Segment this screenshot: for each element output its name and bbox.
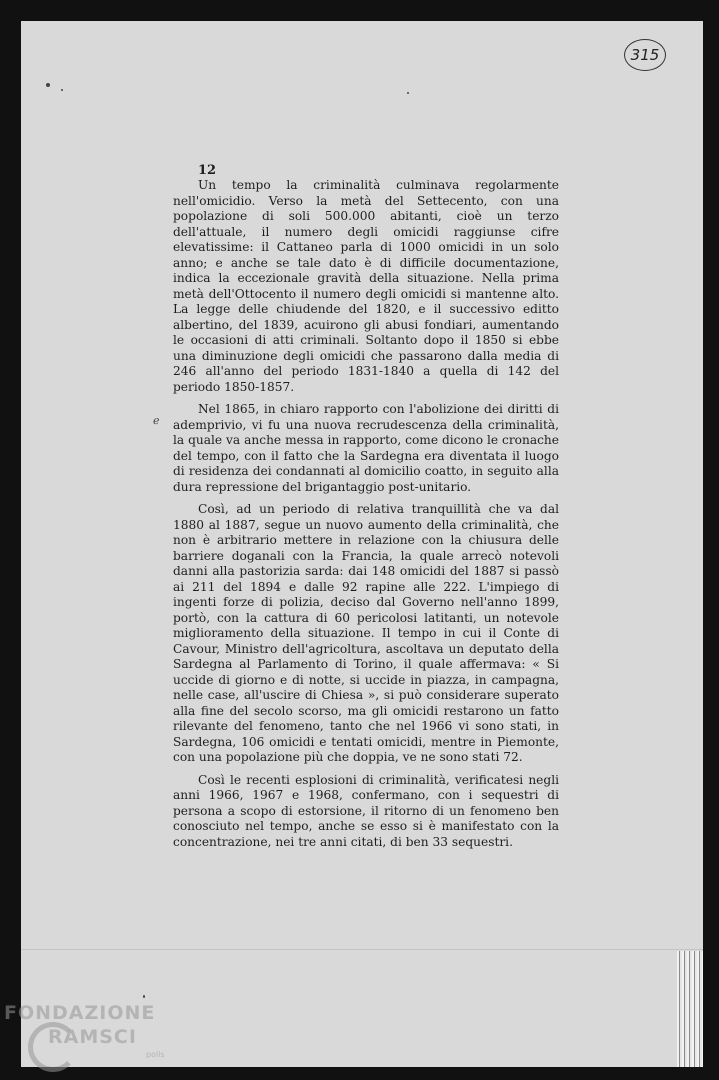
paragraph: Nel 1865, in chiaro rapporto con l'abolizione dei diritti di ademprivio, vi fu una nuova recrudescenza della criminalità, la quale va anche messa in rapporto, come dicono le cronache del tempo, con il fatto che la Sardegna era diventata il luogo di residenza dei condannati al domicilio coatto, in seguito alla dura repressione del brigantaggio post-unitario. — [173, 402, 559, 494]
watermark-line-2: RAMSCI — [48, 1026, 137, 1048]
section-number: 12 — [198, 163, 217, 178]
scan-speck — [61, 89, 63, 91]
scan-fold-line — [21, 949, 703, 950]
scan-edge-strip — [677, 951, 703, 1067]
margin-mark: ℯ — [153, 414, 160, 427]
watermark-line-1: FONDAZIONE — [4, 1002, 156, 1024]
paragraph: Così, ad un periodo di relativa tranquillità che va dal 1880 al 1887, segue un nuovo aumento della criminalità, che non è arbitrario mettere in relazione con la chiusura delle barriere doganali con la Francia, la quale arrecò notevoli danni alla pastorizia sarda: dai 148 omicidi del 1887 si passò ai 211 del 1894 e dalle 92 rapine alle 222. L'impiego di ingenti forze di polizia, deciso dal Governo nell'anno 1899, portò, con la cattura di 60 pericolosi latitanti, un notevole miglioramento della situazione. Il tempo in cui il Conte di Cavour, Ministro dell'agricoltura, ascoltava un deputato della Sardegna al Parlamento di Torino, il quale affermava: « Si uccide di giorno e di notte, si uccide in piazza, in campagna, nelle case, all'uscire di Chiesa », si può considerare superato alla fine del secolo scorso, ma gli omicidi restarono un fatto rilevante del fenomeno, tanto che nel 1966 vi sono stati, in Sardegna, 106 omicidi e tentati omicidi, mentre in Piemonte, con una popolazione più che doppia, ve ne sono stati 72. — [173, 502, 559, 764]
paragraph: Un tempo la criminalità culminava regolarmente nell'omicidio. Verso la metà del Settecento, con una popolazione di soli 500.000 abitanti, cioè un terzo dell'attuale, il numero degli omicidi raggiunse cifre elevatissime: il Cattaneo parla di 1000 omicidi in un solo anno; e anche se tale dato è di difficile documentazione, indica la eccezionale gravità della situazione. Nella prima metà dell'Ottocento il numero degli omicidi si mantenne alto. La legge delle chiudende del 1820, e il successivo editto albertino, del 1839, acuirono gli abusi fondiari, aumentando le occasioni di atti criminali. Soltanto dopo il 1850 si ebbe una diminuzione degli omicidi che passarono dalla media di 246 all'anno del periodo 1831-1840 a quella di 142 del periodo 1850-1857. — [173, 178, 559, 394]
scanned-page — [21, 21, 703, 1067]
document-body — [173, 164, 559, 857]
paragraph: Così le recenti esplosioni di criminalità, verificatesi negli anni 1966, 1967 e 1968, confermano, con i sequestri di persona a scopo di estorsione, il ritorno di un fenomeno ben conosciuto nel tempo, anche se esso si è manifestato con la concentrazione, nei tre anni citati, di ben 33 sequestri. — [173, 772, 559, 849]
archive-watermark — [4, 1000, 179, 1080]
watermark-subtext: polis — [146, 1050, 165, 1059]
scan-speck — [143, 995, 145, 998]
handwritten-page-number: 315 — [624, 39, 666, 71]
scan-speck — [407, 92, 409, 94]
scan-speck — [46, 83, 50, 87]
